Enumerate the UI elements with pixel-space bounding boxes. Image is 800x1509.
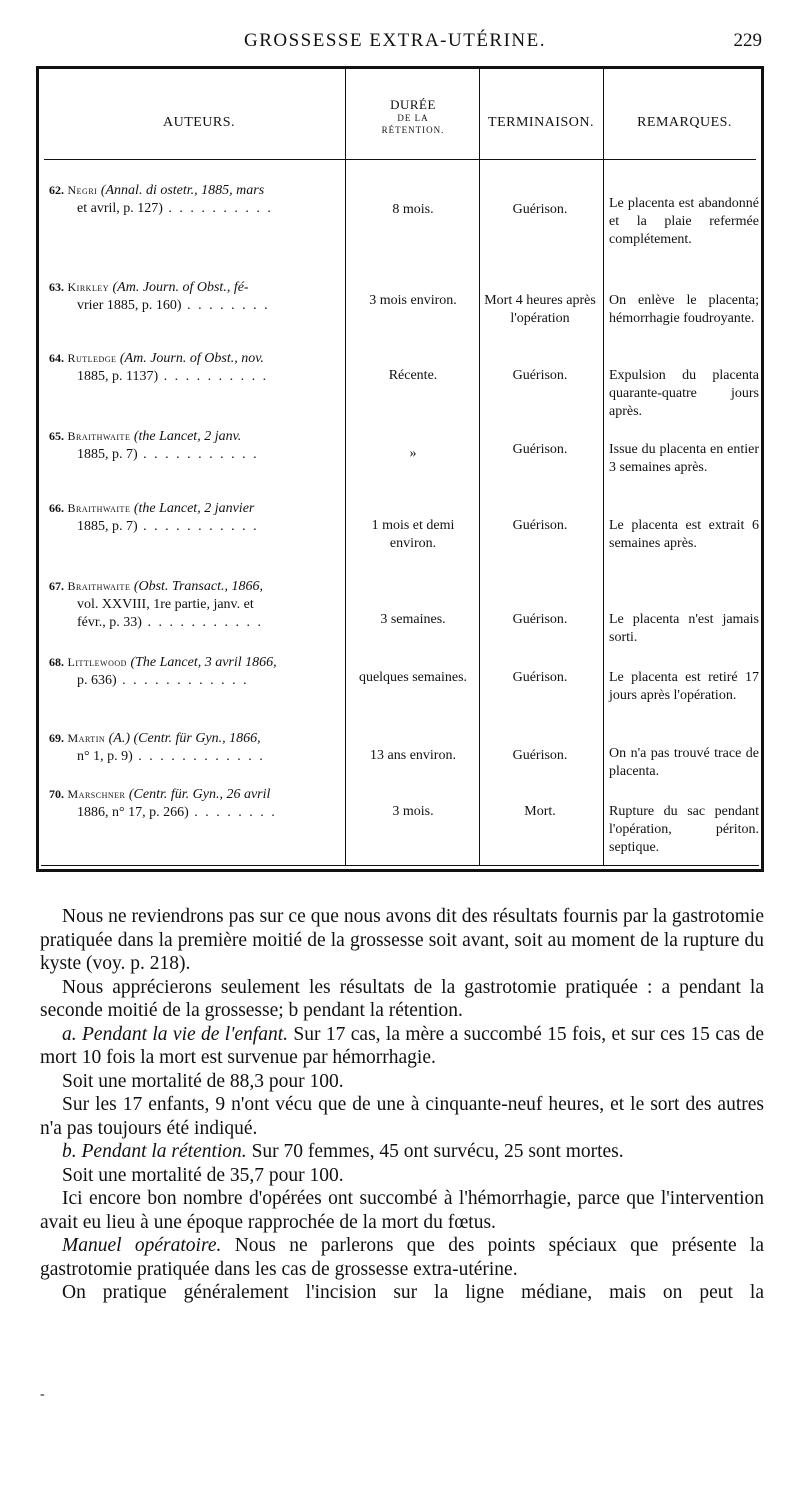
terminaison-cell: Guérison. (512, 670, 568, 685)
author-cell: 67. Braithwaite (Obst. Transact., 1866, vol. XXVIII, 1re partie, janv. et févr., p. 33) . . . . . . . . . . . (49, 577, 345, 632)
author-name: Littlewood (67, 655, 127, 669)
paragraph (40, 1140, 764, 1164)
running-head (36, 30, 766, 56)
author-name: Marschner (67, 787, 126, 801)
paragraph-text: Sur 17 cas, la mère a succombé 15 fois, et sur ces 15 cas de mort 10 fois la mort est survenue par hémorrhagie. (40, 1023, 764, 1068)
paragraph (40, 905, 764, 976)
reference-middle: vol. XXVIII, 1re partie, janv. et (77, 597, 254, 612)
body-text (40, 905, 764, 1305)
paragraph (40, 1164, 764, 1188)
paragraph-text: Sur 70 femmes, 45 ont survécu, 25 sont mortes. (251, 1141, 624, 1162)
terminaison-cell: Guérison. (512, 442, 568, 457)
remarque-cell: Issue du placenta en entier 3 semaines après. (609, 442, 759, 475)
row-number: 69. (49, 731, 64, 745)
row-number: 65. (49, 429, 64, 443)
reference: (Am. Journ. of Obst., nov. (119, 351, 264, 366)
remarque-cell: On enlève le placenta; hémorrhagie foudroyante. (609, 293, 759, 326)
paragraph (40, 1281, 764, 1305)
author-cell: 66. Braithwaite (the Lancet, 2 janvier 1885, p. 7) . . . . . . . . . . . (49, 501, 259, 534)
author-cell: 70. Marschner (Centr. für. Gyn., 26 avril 1886, n° 17, p. 266) . . . . . . . . (49, 787, 277, 820)
reference: (Centr. für. Gyn., 26 avril (128, 787, 271, 802)
reference-cont: et avril, p. 127) (77, 201, 163, 216)
reference-cont: n° 1, p. 9) (77, 749, 133, 764)
reference: (The Lancet, 3 avril 1866, (130, 655, 277, 670)
reference-cont: févr., p. 33) (77, 615, 142, 630)
terminaison-cell: Guérison. (512, 748, 568, 763)
author-name: Rutledge (67, 351, 117, 365)
duree-cell: quelques semaines. (358, 670, 468, 685)
header-terminaison: TERMINAISON. (488, 115, 594, 130)
duree-cell: 3 semaines. (380, 612, 446, 627)
column-divider (603, 69, 604, 865)
terminaison-cell: Mort. (524, 804, 556, 819)
remarque-cell: Le placenta est extrait 6 semaines après. (609, 518, 759, 551)
reference: (Annal. di ostetr., 1885, mars (100, 183, 265, 198)
header-duree-line3: RÉTENTION. (381, 125, 445, 135)
row-number: 62. (49, 183, 64, 197)
paragraph-text: Sur les 17 enfants, 9 n'ont vécu que de une à cinquante-neuf heures, et le sort des autres n'a pas toujours été indiqué. (40, 1094, 764, 1139)
paragraph (40, 1070, 764, 1094)
header-rule (44, 159, 756, 160)
author-name: Braithwaite (67, 429, 131, 443)
reference-cont: 1885, p. 1137) (77, 369, 159, 384)
duree-cell: Récente. (388, 368, 438, 383)
header-duree-line2: DE LA (397, 113, 429, 123)
paragraph-text: Nous apprécierons seulement les résultats de la gastrotomie pratiquée : a pendant la seconde moitié de la grossesse; b pendant la rétention. (40, 976, 764, 1021)
paragraph-text: On pratique généralement l'incision sur la ligne médiane, mais on peut la (62, 1282, 764, 1303)
reference-cont: 1886, n° 17, p. 266) (77, 805, 189, 820)
reference-cont: vrier 1885, p. 160) (77, 298, 182, 313)
duree-cell: » (409, 446, 417, 461)
author-cell: 63. Kirkley (Am. Journ. of Obst., fé- vrier 1885, p. 160) . . . . . . . . (49, 280, 270, 313)
remarque-cell: On n'a pas trouvé trace de placenta. (609, 746, 759, 779)
remarque-cell: Le placenta est retiré 17 jours après l'opération. (609, 670, 759, 703)
author-cell: 69. Martin (A.) (Centr. für Gyn., 1866, n° 1, p. 9) . . . . . . . . . . . . (49, 731, 265, 764)
paragraph (40, 1234, 764, 1281)
terminaison-cell: Guérison. (512, 202, 568, 217)
paragraph (40, 1093, 764, 1140)
terminaison-cell: Guérison. (512, 518, 568, 533)
reference: (Obst. Transact., 1866, (133, 579, 263, 594)
paragraph (40, 1023, 764, 1070)
reference: (the Lancet, 2 janv. (133, 429, 242, 444)
header-auteurs: AUTEURS. (162, 115, 236, 130)
results-table (36, 66, 764, 872)
footer-mark: - (40, 1387, 45, 1402)
terminaison-cell: Mort 4 heures après l'opération (484, 293, 596, 326)
reference-cont: p. 636) (77, 673, 117, 688)
row-number: 64. (49, 351, 64, 365)
duree-cell: 3 mois environ. (369, 293, 457, 308)
row-number: 63. (49, 280, 64, 294)
page-number: 229 (733, 30, 762, 51)
remarque-cell: Le placenta n'est jamais sorti. (609, 612, 759, 645)
remarque-cell: Expulsion du placenta quarante-quatre jours après. (609, 368, 759, 419)
paragraph-label: b. Pendant la rétention. (62, 1141, 247, 1162)
header-remarques: REMARQUES. (637, 115, 732, 130)
header-duree (349, 97, 477, 136)
remarque-cell: Le placenta est abandonné et la plaie refermée complétement. (609, 196, 759, 247)
duree-cell: 1 mois et demi environ. (371, 518, 455, 551)
author-cell: 62. Negri (Annal. di ostetr., 1885, mars et avril, p. 127) . . . . . . . . . . (49, 183, 273, 216)
paragraph-text: Soit une mortalité de 35,7 pour 100. (62, 1164, 344, 1186)
row-number: 68. (49, 655, 64, 669)
author-name: Kirkley (67, 280, 109, 294)
row-number: 67. (49, 579, 64, 593)
terminaison-cell: Guérison. (512, 368, 568, 383)
author-name: Braithwaite (67, 501, 131, 515)
paragraph (40, 1187, 764, 1234)
header-duree-line1: DURÉE (390, 97, 436, 112)
author-cell: 68. Littlewood (The Lancet, 3 avril 1866, p. 636) . . . . . . . . . . . . (49, 655, 277, 688)
reference: (Am. Journ. of Obst., fé- (112, 280, 249, 295)
paragraph-text: Nous ne parlerons que des points spéciaux que présente la gastrotomie pratiquée dans les cas de grossesse extra-utérine. (40, 1235, 764, 1280)
paragraph-label: a. Pendant la vie de l'enfant. (62, 1023, 289, 1045)
running-title: GROSSESSE EXTRA-UTÉRINE. (244, 30, 547, 51)
column-divider (345, 69, 346, 865)
author-name: Martin (67, 731, 106, 745)
reference-cont: 1885, p. 7) (77, 447, 138, 462)
reference: (the Lancet, 2 janvier (133, 501, 255, 516)
terminaison-cell: Guérison. (512, 612, 568, 627)
duree-cell: 3 mois. (392, 804, 434, 819)
reference-cont: 1885, p. 7) (77, 519, 138, 534)
author-cell: 64. Rutledge (Am. Journ. of Obst., nov. 1885, p. 1137) . . . . . . . . . . (49, 351, 269, 384)
author-name: Braithwaite (67, 579, 131, 593)
paragraph (40, 976, 764, 1023)
reference: (A.) (Centr. für Gyn., 1866, (108, 731, 261, 746)
duree-cell: 13 ans environ. (370, 748, 456, 763)
author-cell: 65. Braithwaite (the Lancet, 2 janv. 1885, p. 7) . . . . . . . . . . . (49, 429, 259, 462)
paragraph-text: Nous ne reviendrons pas sur ce que nous avons dit des résultats fournis par la gastrotomie pratiquée dans la première moitié de la grossesse soit avant, soit au moment de la rupture du kyste (voy. p. 218). (40, 906, 764, 974)
remarque-cell: Rupture du sac pendant l'opération, périton. septique. (609, 804, 759, 855)
column-divider (479, 69, 480, 865)
author-name: Negri (67, 183, 98, 197)
row-number: 70. (49, 787, 64, 801)
paragraph-text: Soit une mortalité de 88,3 pour 100. (62, 1070, 344, 1092)
paragraph-text: Ici encore bon nombre d'opérées ont succombé à l'hémorrhagie, parce que l'intervention avait eu lieu à une époque rapprochée de la mort du fœtus. (40, 1188, 764, 1233)
row-number: 66. (49, 501, 64, 515)
duree-cell: 8 mois. (392, 202, 434, 217)
paragraph-label: Manuel opératoire. (62, 1235, 222, 1256)
